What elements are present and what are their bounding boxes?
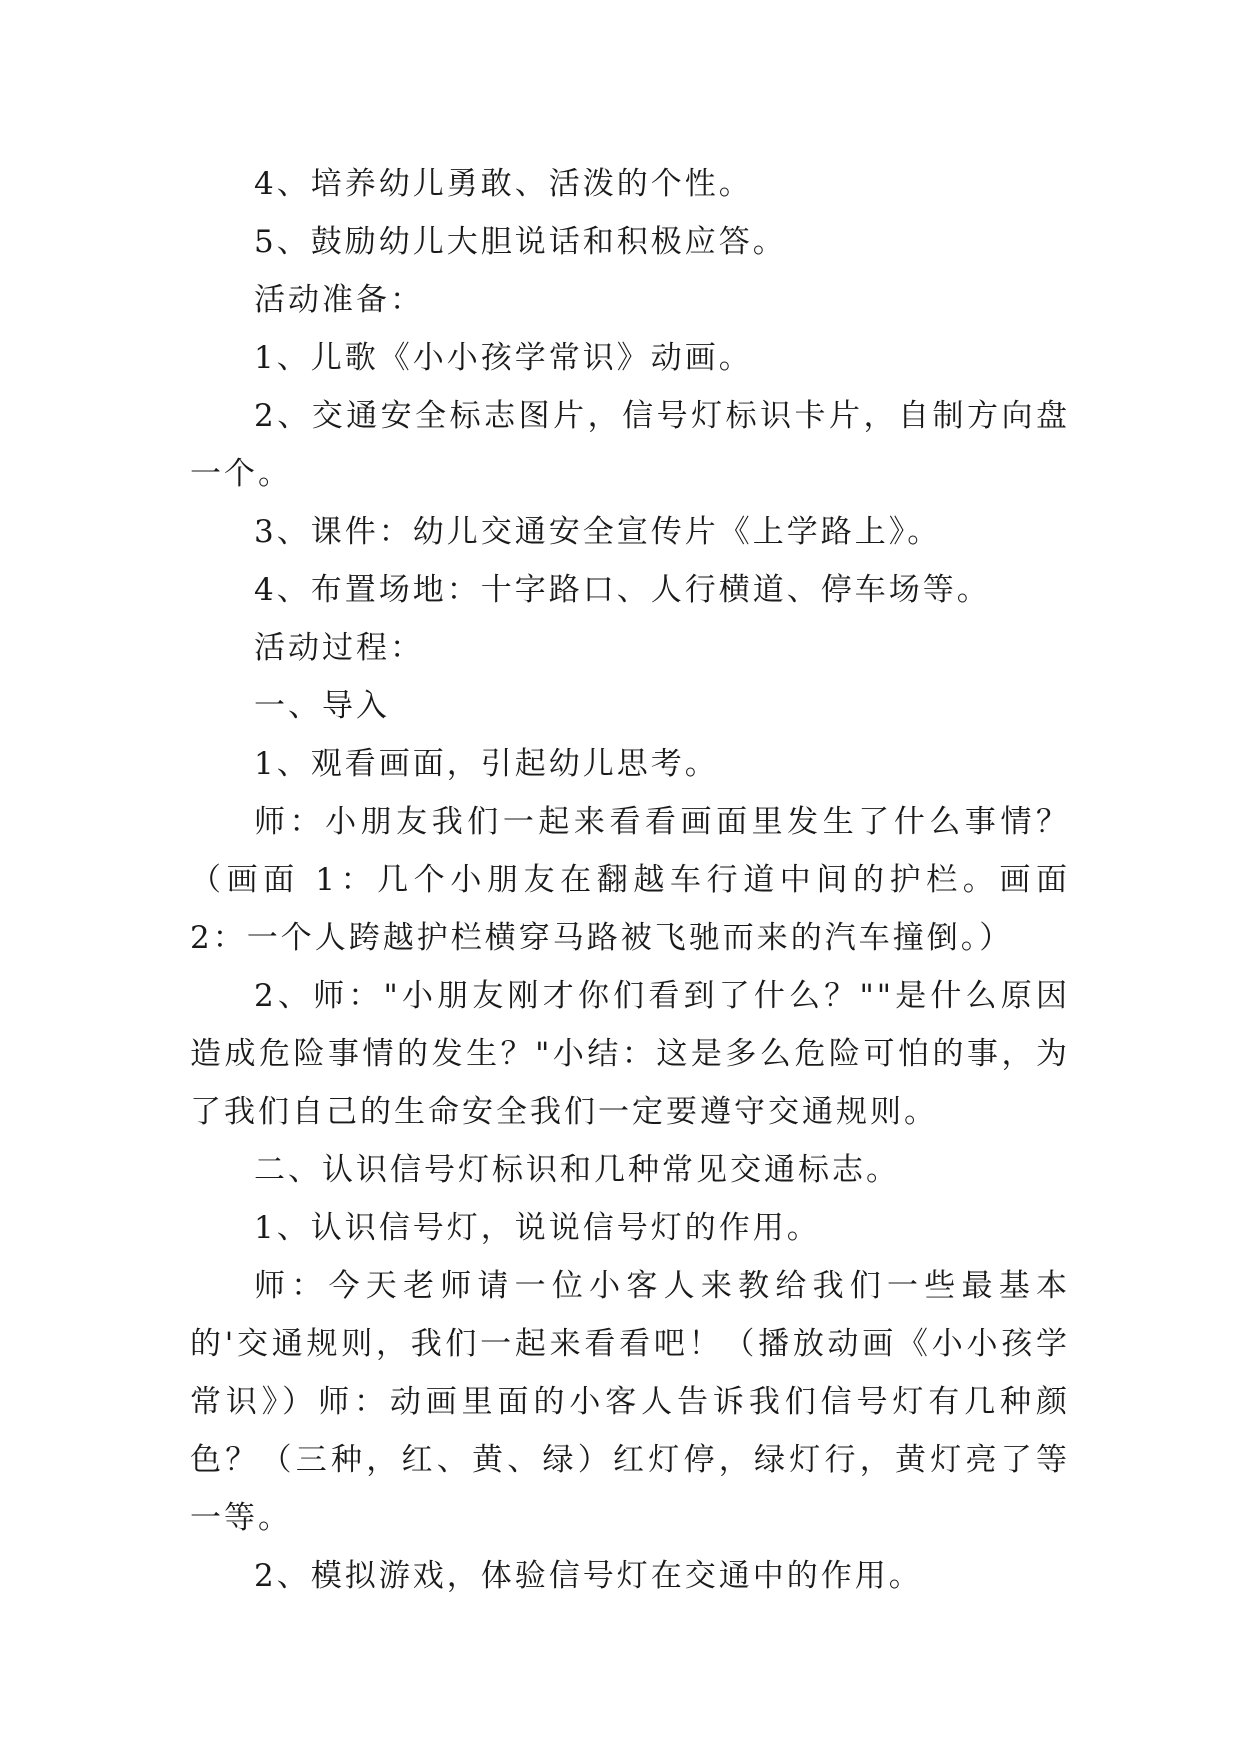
paragraph-2: 5、鼓励幼儿大胆说话和积极应答。 — [254, 224, 787, 260]
paragraph-9: 2、师："小朋友刚才你们看到了什么？""是什么原因造成危险事情的发生？"小结：这是多么危险可怕的事，为了我们自己的生命安全我们一定要遵守交通规则。 — [190, 978, 1070, 1130]
paragraph-4: 2、交通安全标志图片，信号灯标识卡片，自制方向盘一个。 — [190, 398, 1070, 492]
section-heading-process: 活动过程： — [254, 630, 424, 666]
paragraph-11: 师：今天老师请一位小客人来教给我们一些最基本的'交通规则，我们一起来看看吧！（播放动画《小小孩学常识》）师：动画里面的小客人告诉我们信号灯有几种颜色？（三种，红、黄、绿）红灯停，绿灯行，黄灯亮了等一等。 — [190, 1268, 1070, 1536]
subsection-heading-intro: 一、导入 — [254, 688, 390, 724]
paragraph-10: 1、认识信号灯，说说信号灯的作用。 — [254, 1210, 821, 1246]
paragraph-8: 师：小朋友我们一起来看看画面里发生了什么事情？（画面 1：几个小朋友在翻越车行道中间的护栏。画面 2：一个人跨越护栏横穿马路被飞驰而来的汽车撞倒。） — [190, 804, 1070, 956]
paragraph-3: 1、儿歌《小小孩学常识》动画。 — [254, 340, 753, 376]
paragraph-1: 4、培养幼儿勇敢、活泼的个性。 — [254, 166, 753, 202]
paragraph-7: 1、观看画面，引起幼儿思考。 — [254, 746, 719, 782]
subsection-heading-signals: 二、认识信号灯标识和几种常见交通标志。 — [254, 1152, 900, 1188]
section-heading-preparation: 活动准备： — [254, 282, 424, 318]
document-body — [190, 155, 1070, 1605]
paragraph-6: 4、布置场地：十字路口、人行横道、停车场等。 — [254, 572, 991, 608]
paragraph-12: 2、模拟游戏，体验信号灯在交通中的作用。 — [254, 1558, 923, 1594]
paragraph-5: 3、课件：幼儿交通安全宣传片《上学路上》。 — [254, 514, 942, 550]
